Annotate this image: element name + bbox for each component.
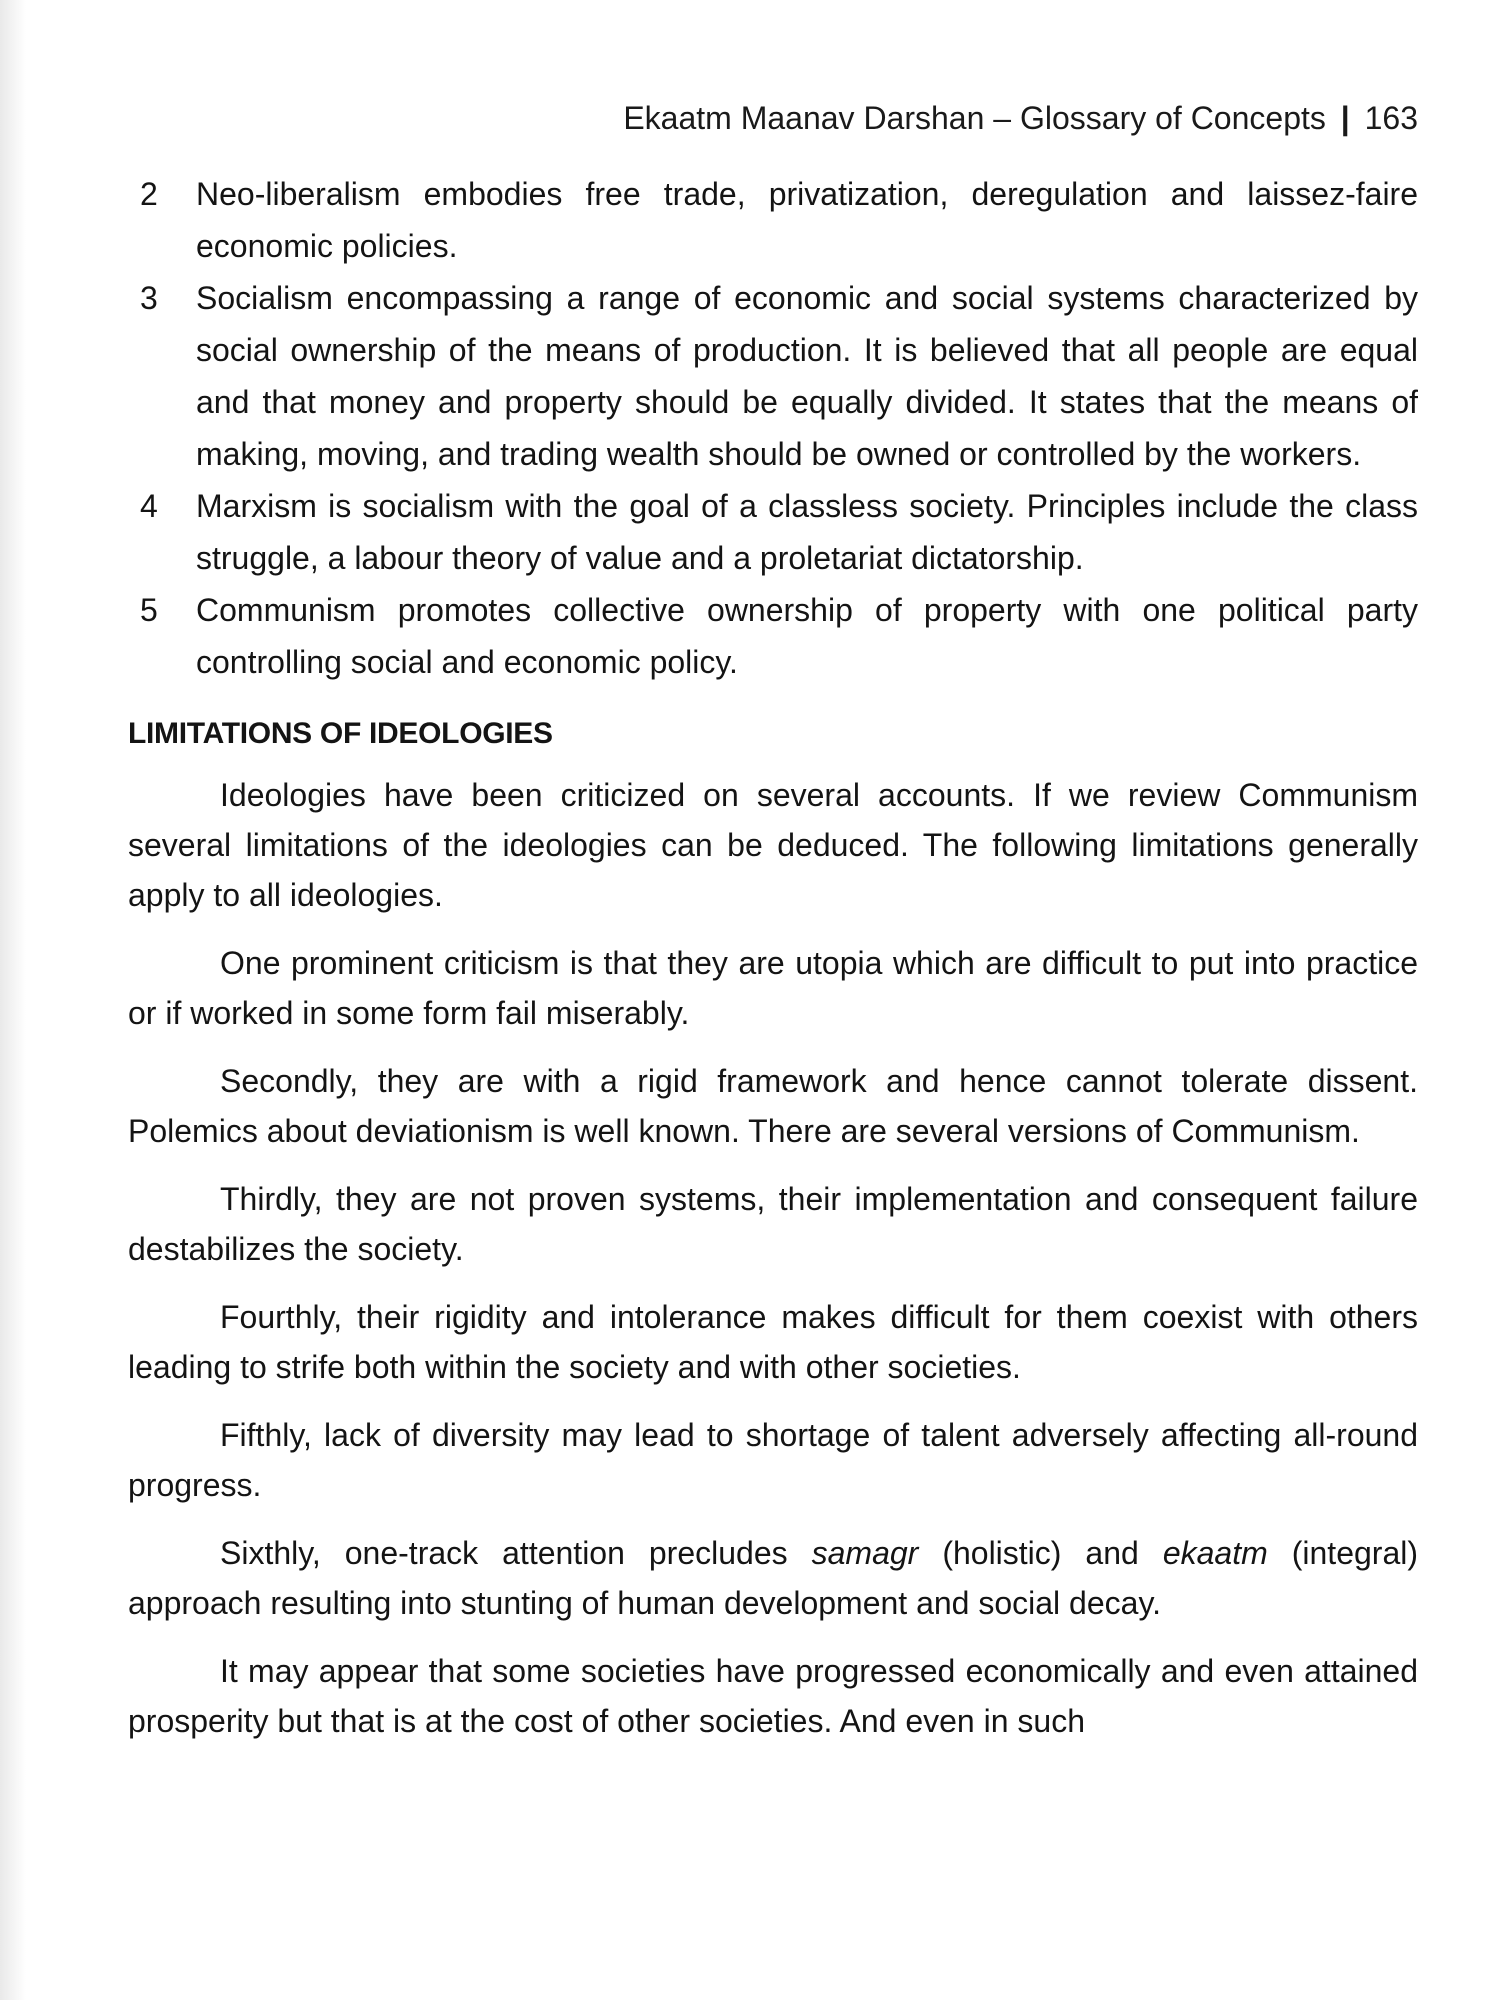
sixthly-text-1: Sixthly, one-track attention precludes	[220, 1535, 812, 1571]
list-item	[128, 168, 1418, 272]
header-title: Ekaatm Maanav Darshan – Glossary of Concepts	[623, 100, 1326, 136]
paragraph-fifthly: Fifthly, lack of diversity may lead to shortage of talent adversely affecting all-round progress.	[128, 1417, 1418, 1503]
paragraph-sixthly	[128, 1528, 1418, 1628]
list-item-number: 4	[140, 488, 158, 524]
list-item-number: 5	[140, 592, 158, 628]
page-number: 163	[1364, 100, 1418, 136]
list-item-number: 2	[140, 176, 158, 212]
section-heading: LIMITATIONS OF IDEOLOGIES	[128, 717, 553, 750]
book-page	[128, 96, 1418, 1976]
paragraph-secondly: Secondly, they are with a rigid framework and hence cannot tolerate dissent. Polemics about deviationism is well known. There are several versions of Communism.	[128, 1063, 1418, 1149]
list-item-text: Neo-liberalism embodies free trade, privatization, deregulation and laissez-faire economic policies.	[196, 176, 1418, 264]
list-item-text: Marxism is socialism with the goal of a classless society. Principles include the class struggle, a labour theory of value and a proletariat dictatorship.	[196, 488, 1418, 576]
header-separator: |	[1340, 100, 1350, 136]
list-item-text: Socialism encompassing a range of economic and social systems characterized by social ownership of the means of production. It is believed that all people are equal and that money and property should be equally divided. It states that the means of making, moving, and trading wealth should be owned or controlled by the workers.	[196, 280, 1418, 472]
paragraph-fourthly: Fourthly, their rigidity and intolerance makes difficult for them coexist with others leading to strife both within the society and with other societies.	[128, 1299, 1418, 1385]
list-item	[128, 584, 1418, 688]
paragraph-prosperity: It may appear that some societies have progressed economically and even attained prosperity but that is at the cost of other societies. And even in such	[128, 1653, 1418, 1739]
term-ekaatm: ekaatm	[1162, 1535, 1268, 1571]
sixthly-text-3: (integral) approach resulting into stunting of human development and social decay.	[128, 1535, 1418, 1621]
list-item	[128, 272, 1418, 480]
paragraph-utopia: One prominent criticism is that they are utopia which are difficult to put into practice or if worked in some form fail miserably.	[128, 945, 1418, 1031]
paragraph-intro: Ideologies have been criticized on several accounts. If we review Communism several limitations of the ideologies can be deduced. The following limitations generally apply to all ideologies.	[128, 777, 1418, 913]
list-item-text: Communism promotes collective ownership of property with one political party controlling social and economic policy.	[196, 592, 1418, 680]
running-header	[128, 96, 1418, 140]
numbered-list	[128, 168, 1418, 688]
sixthly-text-2: (holistic) and	[918, 1535, 1163, 1571]
list-item-number: 3	[140, 280, 158, 316]
list-item	[128, 480, 1418, 584]
term-samagr: samagr	[811, 1535, 919, 1571]
paragraph-thirdly: Thirdly, they are not proven systems, their implementation and consequent failure destabilizes the society.	[128, 1181, 1418, 1267]
page-edge-shadow	[0, 0, 26, 2000]
